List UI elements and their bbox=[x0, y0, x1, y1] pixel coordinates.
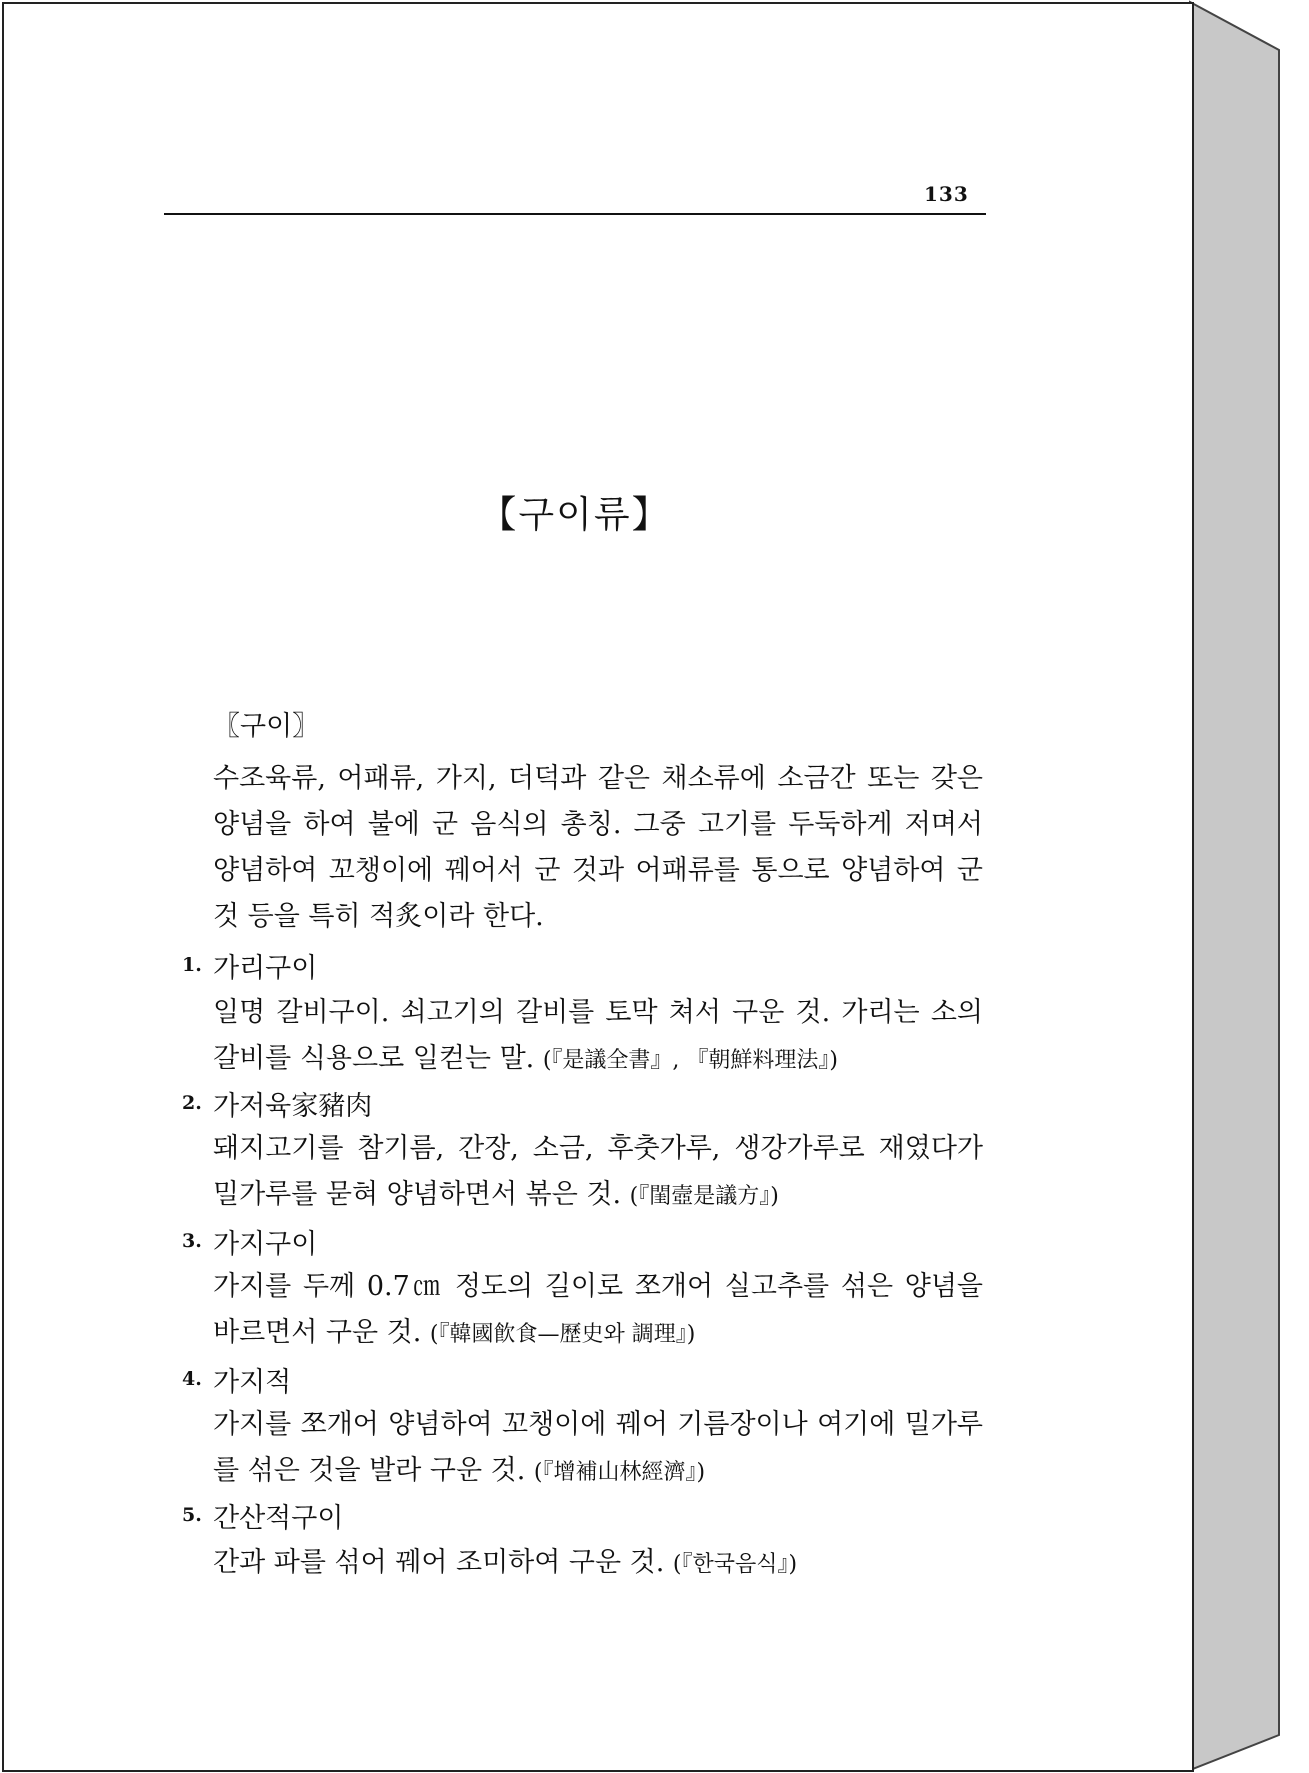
entry-source: (『한국음식』) bbox=[672, 1552, 798, 1577]
entry-source: (『增補山林經濟』) bbox=[533, 1460, 706, 1485]
entry-text: 돼지고기를 참기름, 간장, 소금, 후춧가루, 생강가루로 재였다가 밀가루를 묻혀 양념하면서 볶은 것. bbox=[213, 1133, 983, 1210]
entry-description bbox=[213, 1402, 983, 1496]
entry-text: 일명 갈비구이. 쇠고기의 갈비를 토막 쳐서 구운 것. 가리는 소의 갈비를 식용으로 일컫는 말. bbox=[213, 997, 983, 1074]
sub-heading: 〖구이〗 bbox=[213, 711, 320, 742]
entry-title: 가지구이 bbox=[213, 1229, 318, 1260]
entry-number: 2. bbox=[182, 1092, 202, 1114]
entry-title: 가저육家豬肉 bbox=[213, 1091, 373, 1122]
entry-description bbox=[213, 990, 983, 1084]
entry-description bbox=[213, 1264, 983, 1358]
section-title: 【구이류】 bbox=[479, 493, 671, 536]
entry-description bbox=[213, 1540, 983, 1588]
entry-text: 간과 파를 섞어 꿰어 조미하여 구운 것. bbox=[213, 1547, 665, 1578]
entry-description bbox=[213, 1126, 983, 1220]
header-rule bbox=[164, 213, 986, 215]
entry-source: (『是議全書』, 『朝鮮料理法』) bbox=[542, 1048, 838, 1073]
page-number: 133 bbox=[924, 182, 969, 206]
entry-number: 5. bbox=[182, 1504, 202, 1526]
intro-paragraph: 수조육류, 어패류, 가지, 더덕과 같은 채소류에 소금간 또는 갖은 양념을 하여 불에 군 음식의 총칭. 그중 고기를 두둑하게 저며서 양념하여 꼬챙이에 꿰어서 군 것과 어패류를 통으로 양념하여 군 것 등을 특히 적炙이라 한다. bbox=[213, 763, 983, 932]
entry-number: 3. bbox=[182, 1230, 202, 1252]
entry-title: 가지적 bbox=[213, 1367, 292, 1398]
entry-source: (『閨壼是議方』) bbox=[629, 1184, 779, 1209]
entry-title: 가리구이 bbox=[213, 953, 318, 984]
entry-number: 4. bbox=[182, 1368, 202, 1390]
entry-text: 가지를 두께 0.7㎝ 정도의 길이로 쪼개어 실고추를 섞은 양념을 바르면서 구운 것. bbox=[213, 1271, 983, 1348]
page bbox=[2, 2, 1194, 1772]
entry-text: 가지를 쪼개어 양념하여 꼬챙이에 꿰어 기름장이나 여기에 밀가루를 섞은 것을 발라 구운 것. bbox=[213, 1409, 983, 1486]
entry-title: 간산적구이 bbox=[213, 1503, 344, 1534]
entry-number: 1. bbox=[182, 954, 202, 976]
entry-source: (『韓國飮食—歷史와 調理』) bbox=[429, 1322, 696, 1347]
